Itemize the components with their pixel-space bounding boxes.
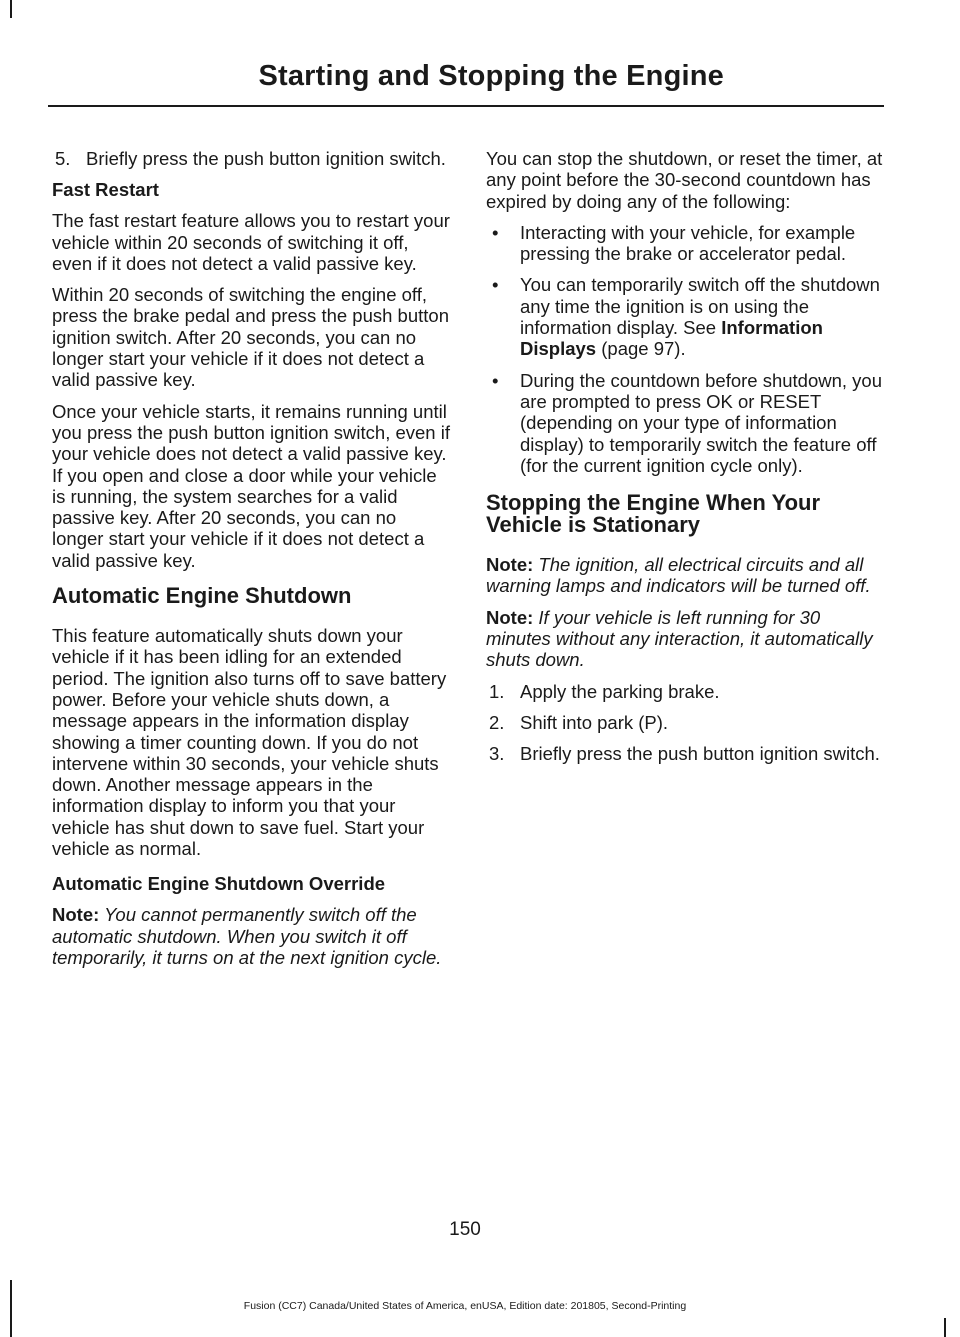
step-5-number: 5.	[55, 148, 71, 169]
override-note	[52, 904, 450, 968]
information-displays-link[interactable]: Information Displays	[520, 317, 823, 360]
step-5-text: Briefly press the push button ignition switch.	[86, 148, 446, 169]
note-ignition-text: The ignition, all electrical circuits and all warning lamps and indicators will be turned off.	[486, 554, 871, 597]
page-reference: (page 97).	[596, 338, 686, 360]
bullet-item-interacting	[486, 222, 884, 265]
step-1	[486, 681, 884, 702]
bullet-item-switch-off	[486, 274, 884, 359]
note-ignition	[486, 554, 884, 597]
note-label: Note:	[486, 554, 534, 576]
step-3	[486, 743, 884, 764]
step-3-number: 3.	[489, 743, 505, 765]
bullet-item-countdown	[486, 370, 884, 476]
bullet-text: Interacting with your vehicle, for example pressing the brake or accelerator pedal.	[520, 221, 856, 265]
note-idle	[486, 607, 884, 671]
page-number: 150	[449, 1219, 481, 1240]
step-1-text: Apply the parking brake.	[520, 680, 720, 702]
override-note-text: You cannot permanently switch off the automatic shutdown. When you switch it off temporarily, it turns on at the next ignition cycle.	[52, 904, 442, 968]
header-divider	[48, 105, 884, 107]
fast-restart-paragraph-1: The fast restart feature allows you to restart your vehicle within 20 seconds of switching it off, even if it does not detect a valid passive key.	[52, 210, 450, 274]
page-header-title: Starting and Stopping the Engine	[258, 60, 724, 92]
automatic-shutdown-heading: Automatic Engine Shutdown	[52, 583, 352, 609]
fast-restart-heading: Fast Restart	[52, 179, 159, 201]
footer-edition-info: Fusion (CC7) Canada/United States of America, enUSA, Edition date: 201805, Second-Printing	[243, 1300, 687, 1312]
automatic-shutdown-paragraph: This feature automatically shuts down your vehicle if it has been idling for an extended period. The ignition also turns off to save battery power. Before your vehicle shuts down, a message appears in the information display showing a timer counting down. If you do not intervene within 30 seconds, your vehicle shuts down. Another message appears in the information display to inform you that your vehicle has shut down to save fuel. Start your vehicle as normal.	[52, 625, 447, 860]
bullet-text: You can temporarily switch off the shutdown any time the ignition is on using the information display. See	[520, 274, 880, 339]
crop-mark-bottom-right	[944, 1318, 946, 1337]
bullet-text: During the countdown before shutdown, you are prompted to press OK or RESET (depending on your type of information display) to temporarily switch the feature off (for the current ignition cycle only).	[520, 369, 883, 476]
right-column	[486, 148, 884, 775]
note-label: Note:	[52, 904, 100, 926]
note-label: Note:	[486, 606, 534, 628]
step-3-text: Briefly press the push button ignition switch.	[520, 743, 880, 765]
bullet-symbol: •	[492, 221, 499, 243]
step-2	[486, 712, 884, 733]
step-1-number: 1.	[489, 680, 505, 702]
step-2-text: Shift into park (P).	[520, 711, 669, 733]
note-idle-text: If your vehicle is left running for 30 minutes without any interaction, it automatically shuts down.	[486, 606, 873, 671]
step-2-number: 2.	[489, 711, 505, 733]
stop-shutdown-intro: You can stop the shutdown, or reset the timer, at any point before the 30-second countdown has expired by doing any of the following:	[486, 148, 883, 212]
crop-mark-top-left	[10, 0, 12, 18]
fast-restart-paragraph-2: Within 20 seconds of switching the engine off, press the brake pedal and press the push button ignition switch. After 20 seconds, you can no longer start your vehicle if it does not detect a valid passive key.	[52, 284, 449, 391]
fast-restart-paragraph-3: Once your vehicle starts, it remains running until you press the push button ignition switch, even if your vehicle does not detect a valid passive key. If you open and close a door while your vehicle is running, the system searches for a valid passive key. After 20 seconds, you can no longer start your vehicle if it does not detect a valid passive key.	[52, 400, 450, 571]
left-column	[52, 148, 450, 978]
bullet-symbol: •	[492, 369, 499, 391]
stationary-heading: Stopping the Engine When Your Vehicle is Stationary	[486, 490, 821, 538]
shutdown-override-heading: Automatic Engine Shutdown Override	[52, 873, 386, 895]
bullet-symbol: •	[492, 274, 499, 296]
step-5	[52, 148, 450, 169]
